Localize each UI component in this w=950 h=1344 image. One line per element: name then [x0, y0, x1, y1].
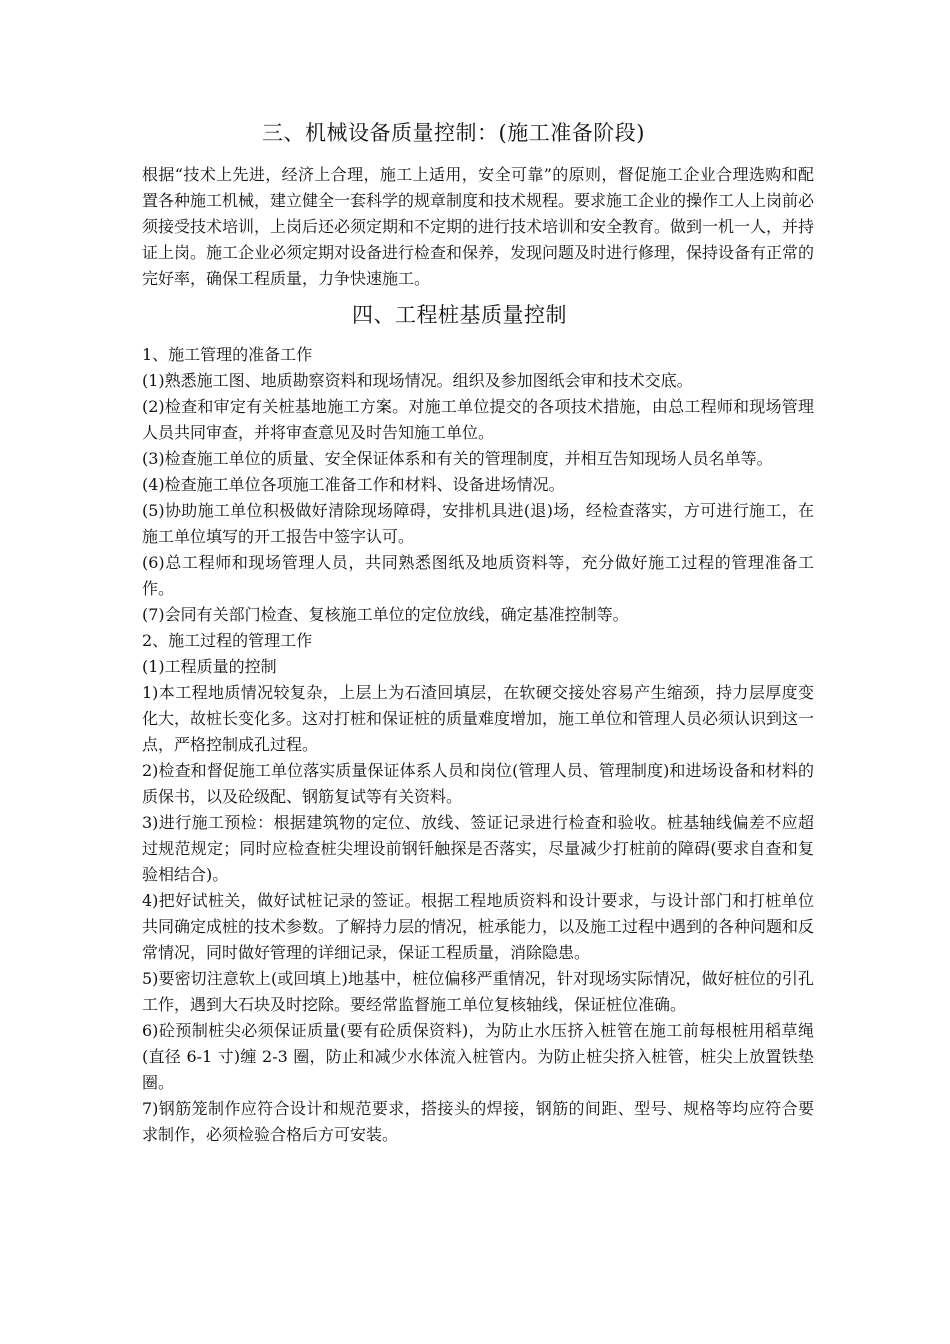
paragraph: 4)把好试桩关，做好试桩记录的签证。根据工程地质资料和设计要求，与设计部门和打桩单位共同确定成桩的技术参数。了解持力层的情况，桩承能力，以及施工过程中遇到的各种问题和反常情况，同时做好管理的详细记录，保证工程质量，消除隐患。: [142, 891, 815, 962]
paragraph: 6)砼预制桩尖必须保证质量(要有砼质保资料)，为防止水压挤入桩管在施工前每根桩用稻草绳(直径 6-1 寸)缠 2-3 圈，防止和减少水体流入桩管内。为防止桩尖挤入桩管，桩尖上放置铁垫圈。: [142, 1021, 814, 1092]
paragraph: 2、施工过程的管理工作: [142, 631, 313, 650]
paragraph: (2)检查和审定有关桩基地施工方案。对施工单位提交的各项技术措施，由总工程师和现场管理人员共同审查，并将审查意见及时告知施工单位。: [142, 397, 814, 442]
section-3-body: 根据“技术上先进，经济上合理，施工上适用，安全可靠”的原则，督促施工企业合理选购和配置各种施工机械，建立健全一套科学的规章制度和技术规程。要求施工企业的操作工人上岗前必须接受技术培训，上岗后还必须定期和不定期的进行技术培训和安全教育。做到一机一人，并持证上岗。施工企业必须定期对设备进行检查和保养，发现问题及时进行修理，保持设备有正常的完好率，确保工程质量，力争快速施工。: [142, 165, 815, 288]
paragraph: (7)会同有关部门检查、复核施工单位的定位放线，确定基准控制等。: [142, 605, 629, 624]
paragraph: (1)熟悉施工图、地质勘察资料和现场情况。组织及参加图纸会审和技术交底。: [142, 371, 693, 390]
paragraph: (4)检查施工单位各项施工准备工作和材料、设备进场情况。: [142, 475, 565, 494]
document-page: [142, 118, 814, 1148]
paragraph: 2)检查和督促施工单位落实质量保证体系人员和岗位(管理人员、管理制度)和进场设备和材料的质保书，以及砼级配、钢筋复试等有关资料。: [142, 761, 814, 806]
paragraph: 7)钢筋笼制作应符合设计和规范要求，搭接头的焊接，钢筋的间距、型号、规格等均应符合要求制作，必须检验合格后方可安装。: [142, 1099, 814, 1144]
paragraph: (6)总工程师和现场管理人员，共同熟悉图纸及地质资料等，充分做好施工过程的管理准备工作。: [142, 553, 814, 598]
paragraph: 1)本工程地质情况较复杂，上层上为石渣回填层，在软硬交接处容易产生缩颈，持力层厚度变化大，故桩长变化多。这对打桩和保证桩的质量难度增加，施工单位和管理人员必须认识到这一点，严格控制成孔过程。: [142, 683, 815, 754]
paragraph: 3)进行施工预检：根据建筑物的定位、放线、签证记录进行检查和验收。桩基轴线偏差不应超过规范规定；同时应检查桩尖埋设前钢钎触探是否落实，尽量减少打桩前的障碍(要求自查和复验相结合)。: [142, 813, 814, 884]
section-4-title: 四、工程桩基质量控制: [352, 303, 567, 327]
section-3-title: 三、机械设备质量控制：(施工准备阶段): [262, 121, 645, 145]
paragraph: 5)要密切注意软上(或回填上)地基中，桩位偏移严重情况，针对现场实际情况，做好桩位的引孔工作，遇到大石块及时挖除。要经常监督施工单位复核轴线，保证桩位准确。: [142, 969, 814, 1014]
paragraph: (5)协助施工单位积极做好清除现场障碍，安排机具进(退)场，经检查落实，方可进行施工，在施工单位填写的开工报告中签字认可。: [142, 501, 814, 546]
paragraph: 1、施工管理的准备工作: [142, 345, 313, 364]
paragraph: (1)工程质量的控制: [142, 657, 277, 676]
paragraph: (3)检查施工单位的质量、安全保证体系和有关的管理制度，并相互告知现场人员名单等。: [142, 449, 773, 468]
